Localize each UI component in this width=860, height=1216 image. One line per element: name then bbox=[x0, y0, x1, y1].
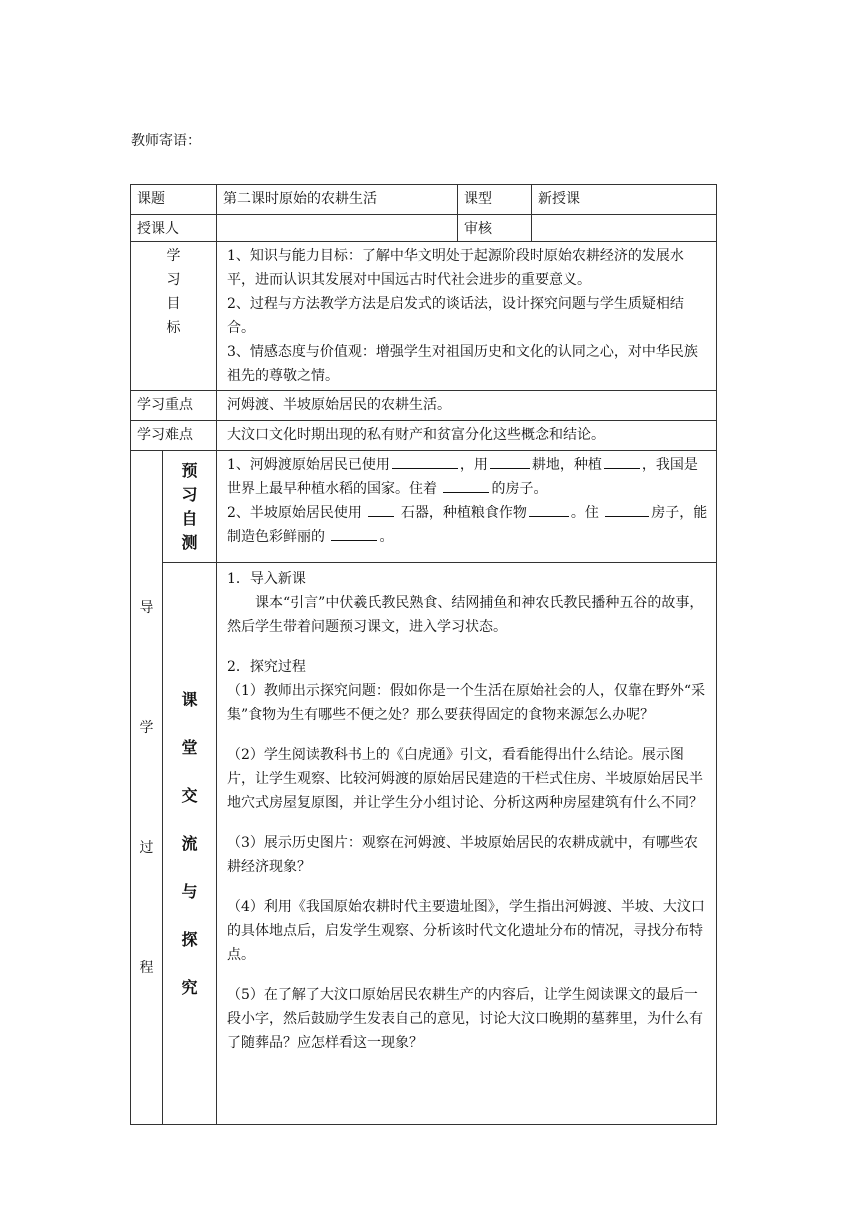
guide-label-char: 程 bbox=[139, 959, 154, 976]
topic-label: 课题 bbox=[131, 185, 217, 215]
class-label-char: 流 bbox=[181, 833, 198, 853]
fill-blank[interactable] bbox=[368, 502, 394, 517]
type-label: 课型 bbox=[458, 185, 532, 215]
class-content bbox=[217, 563, 717, 1125]
fill-blank[interactable] bbox=[490, 454, 530, 469]
preview-content bbox=[217, 451, 717, 563]
lesson-plan-table bbox=[130, 184, 717, 1125]
fill-blank[interactable] bbox=[331, 526, 377, 541]
fill-blank[interactable] bbox=[529, 502, 569, 517]
fill-blank[interactable] bbox=[443, 478, 489, 493]
objective-item: 1、知识与能力目标：了解中华文明处于起源阶段时原始农耕经济的发展水平，进而认识其发展对中国远古时代社会进步的重要意义。 bbox=[227, 248, 684, 288]
explore-step: （2）学生阅读教科书上的《白虎通》引文，看看能得出什么结论。展示图片，让学生观察、比较河姆渡的原始居民建造的干栏式住房、半坡原始居民半地穴式房屋复原图，并让学生分小组讨论、分析这两种房屋建筑有什么不同？ bbox=[227, 747, 703, 811]
difficulty-row bbox=[131, 421, 717, 451]
difficulty-label: 学习难点 bbox=[131, 421, 217, 451]
explore-step: （1）教师出示探究问题：假如你是一个生活在原始社会的人，仅靠在野外“采集”食物为生有哪些不便之处？那么要获得固定的食物来源怎么办呢？ bbox=[227, 683, 706, 723]
difficulty-value: 大汶口文化时期出现的私有财产和贫富分化这些概念和结论。 bbox=[217, 421, 717, 451]
key-point-row bbox=[131, 391, 717, 421]
preview-question-1: 1、河姆渡原始居民已使用 ，用 耕地，种植 ，我国是世界上最早种植水稻的国家。住着 的房子。 bbox=[227, 453, 710, 501]
guide-label-char: 学 bbox=[139, 719, 154, 736]
preview-label-char: 预 bbox=[181, 460, 198, 480]
preview-label-char: 测 bbox=[181, 532, 198, 552]
type-value: 新授课 bbox=[532, 185, 717, 215]
intro-title: 1．导入新课 bbox=[227, 571, 306, 587]
spacer bbox=[227, 727, 710, 743]
teacher-value bbox=[217, 215, 458, 242]
objectives-label-char: 标 bbox=[166, 320, 181, 336]
topic-value: 第二课时原始的农耕生活 bbox=[217, 185, 458, 215]
objectives-label-char: 学 bbox=[166, 248, 181, 264]
explore-step: （5）在了解了大汶口原始居民农耕生产的内容后，让学生阅读课文的最后一段小字，然后鼓励学生发表自己的意见，讨论大汶口晚期的墓葬里，为什么有了随葬品？应怎样看这一现象？ bbox=[227, 987, 703, 1051]
spacer bbox=[227, 879, 710, 895]
intro-text: 课本“引言”中伏羲氏教民熟食、结网捕鱼和神农氏教民播种五谷的故事，然后学生带着问题预习课文，进入学习状态。 bbox=[227, 595, 704, 635]
objective-item: 3、情感态度与价值观：增强学生对祖国历史和文化的认同之心，对中华民族祖先的尊敬之情。 bbox=[227, 344, 698, 384]
objectives-label-char: 目 bbox=[166, 296, 181, 312]
class-row bbox=[131, 563, 717, 1125]
explore-step: （4）利用《我国原始农耕时代主要遗址图》，学生指出河姆渡、半坡、大汶口的具体地点后，启发学生观察、分析该时代文化遗址分布的情况，寻找分布特点。 bbox=[227, 899, 705, 963]
guide-label-char: 导 bbox=[139, 599, 154, 616]
class-section-label bbox=[163, 563, 217, 1125]
review-value bbox=[532, 215, 717, 242]
review-label: 审核 bbox=[458, 215, 532, 242]
key-point-value: 河姆渡、半坡原始居民的农耕生活。 bbox=[217, 391, 717, 421]
key-point-label: 学习重点 bbox=[131, 391, 217, 421]
class-label-char: 与 bbox=[181, 881, 198, 901]
spacer bbox=[227, 639, 710, 655]
guide-label-char: 过 bbox=[139, 839, 154, 856]
spacer bbox=[227, 815, 710, 831]
preview-label-char: 自 bbox=[181, 508, 198, 528]
class-label-char: 探 bbox=[181, 929, 198, 949]
objectives-label-char: 习 bbox=[166, 272, 181, 288]
objectives-row bbox=[131, 242, 717, 391]
explore-title: 2．探究过程 bbox=[227, 659, 306, 675]
objectives-content bbox=[217, 242, 717, 391]
teacher-message-label: 教师寄语： bbox=[131, 133, 201, 149]
preview-question-2: 2、半坡原始居民使用 石器，种植粮食作物 。住 房子，能制造色彩鲜丽的 。 bbox=[227, 501, 710, 549]
guide-label-gap bbox=[131, 620, 162, 716]
preview-label-char: 习 bbox=[181, 484, 198, 504]
fill-blank[interactable] bbox=[392, 454, 458, 469]
class-label-char: 堂 bbox=[181, 737, 198, 757]
fill-blank[interactable] bbox=[605, 502, 649, 517]
objectives-label bbox=[131, 242, 217, 391]
teacher-row bbox=[131, 215, 717, 242]
guide-label-gap bbox=[131, 740, 162, 836]
explore-step: （3）展示历史图片：观察在河姆渡、半坡原始居民的农耕成就中，有哪些农耕经济现象？ bbox=[227, 835, 698, 875]
preview-section-label bbox=[163, 451, 217, 563]
class-label-char: 交 bbox=[181, 785, 198, 805]
topic-row bbox=[131, 185, 717, 215]
objective-item: 2、过程与方法教学方法是启发式的谈话法，设计探究问题与学生质疑相结合。 bbox=[227, 296, 684, 336]
teacher-label: 授课人 bbox=[131, 215, 217, 242]
fill-blank[interactable] bbox=[604, 454, 640, 469]
guide-label-gap bbox=[131, 860, 162, 956]
preview-row bbox=[131, 451, 717, 563]
class-label-char: 课 bbox=[181, 689, 198, 709]
guide-process-label bbox=[131, 451, 163, 1125]
class-label-char: 究 bbox=[181, 977, 198, 997]
spacer bbox=[227, 967, 710, 983]
